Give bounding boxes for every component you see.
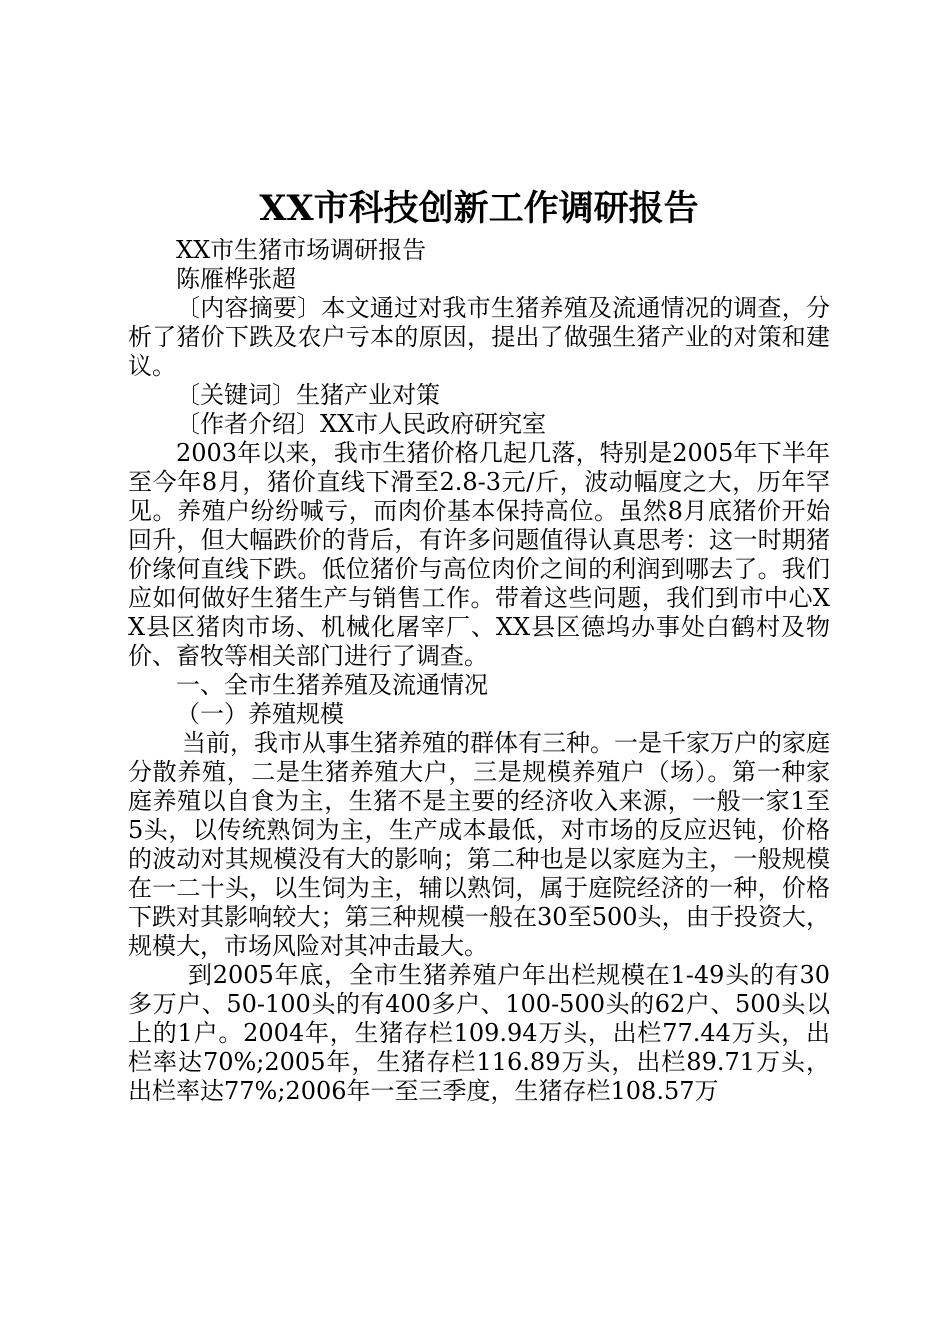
paragraph-authors: 陈雁桦张超	[176, 265, 296, 293]
paragraph-intro: 2003年以来，我市生猪价格几起几落，特别是2005年下半年至今年8月，猪价直线下滑至2.8-3元/斤，波动幅度之大，历年罕见。养殖户纷纷喊亏，而肉价基本保持高位。虽然8月底猪价开始回升，但大幅跌价的背后，有许多问题值得认真思考：这一时期猪价缘何直线下跌。低位猪价与高位肉价之间的利润到哪去了。我们应如何做好生猪生产与销售工作。带着这些问题，我们到市中心XX县区猪肉市场、机械化屠宰厂、XX县区德坞办事处白鹤村及物价、畜牧等相关部门进行了调查。	[128, 439, 830, 670]
section-heading: 一、全市生猪养殖及流通情况	[176, 671, 488, 699]
document-title: XX市科技创新工作调研报告	[259, 188, 699, 229]
document-body	[128, 236, 830, 1106]
paragraph-abstract: 〔内容摘要〕本文通过对我市生猪养殖及流通情况的调查，分析了猪价下跌及农户亏本的原因，提出了做强生猪产业的对策和建议。	[128, 294, 830, 380]
paragraph-scale: 当前，我市从事生猪养殖的群体有三种。一是千家万户的家庭分散养殖，二是生猪养殖大户，三是规模养殖户（场）。第一种家庭养殖以自食为主，生猪不是主要的经济收入来源，一般一家1至5头，以传统熟饲为主，生产成本最低，对市场的反应迟钝，价格的波动对其规模没有大的影响；第二种也是以家庭为主，一般规模在一二十头，以生饲为主，辅以熟饲，属于庭院经济的一种，价格下跌对其影响较大；第三种规模一般在30至500头，由于投资大，规模大，市场风险对其冲击最大。	[128, 729, 830, 960]
paragraph-keywords: 〔关键词〕生猪产业对策	[176, 381, 440, 409]
document-page	[128, 0, 830, 1344]
subsection-heading: （一）养殖规模	[176, 700, 344, 728]
paragraph-subtitle: XX市生猪市场调研报告	[176, 236, 427, 264]
paragraph-statistics: 到2005年底，全市生猪养殖户年出栏规模在1-49头的有30多万户、50-100头的有400多户、100-500头的62户、500头以上的1户。2004年，生猪存栏109.94万头，出栏77.44万头，出栏率达70%;2005年，生猪存栏116.89万头，出栏89.71万头，出栏率达77%;2006年一至三季度，生猪存栏108.57万	[128, 961, 830, 1105]
paragraph-author-intro: 〔作者介绍〕XX市人民政府研究室	[176, 410, 547, 438]
